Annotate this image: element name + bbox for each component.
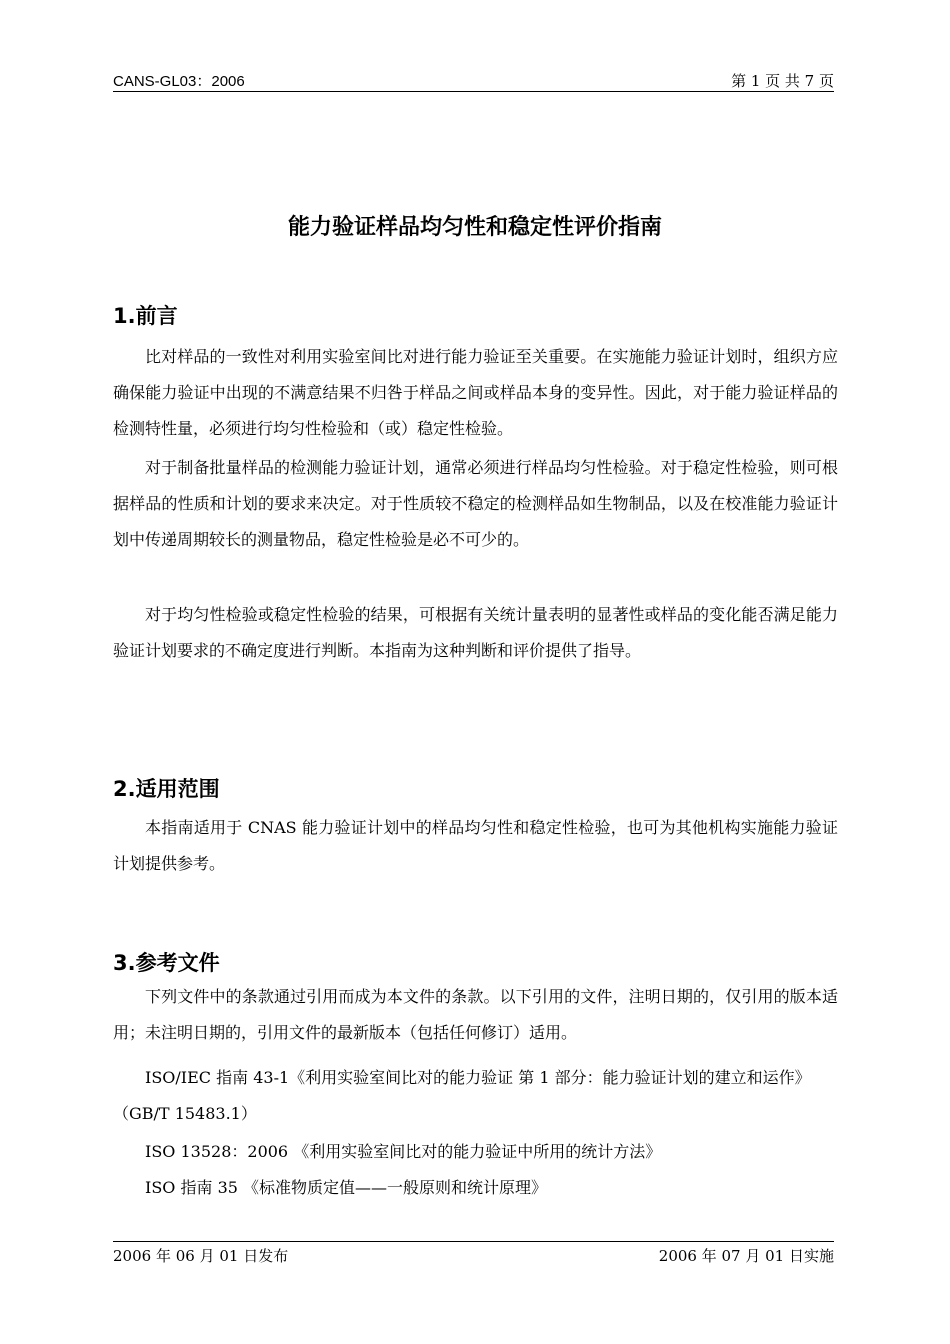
effective-date: 2006 年 07 月 01 日实施 <box>658 1247 834 1265</box>
footer-rule <box>113 1241 834 1242</box>
preface-paragraph-1: 比对样品的一致性对利用实验室间比对进行能力验证至关重要。在实施能力验证计划时，组织方应确保能力验证中出现的不满意结果不归咎于样品之间或样品本身的变异性。因此，对于能力验证样品的检测特性量，必须进行均匀性检验和（或）稳定性检验。 <box>113 347 838 438</box>
reference-item: ISO 13528：2006 《利用实验室间比对的能力验证中所用的统计方法》 <box>145 1142 662 1161</box>
section-heading-scope: 2.适用范围 <box>113 777 220 801</box>
section-heading-preface: 1.前言 <box>113 304 178 328</box>
document-code: CANS-GL03：2006 <box>113 73 245 90</box>
page-number: 第 1 页 共 7 页 <box>731 72 834 90</box>
header-rule <box>113 91 834 92</box>
reference-item: ISO 指南 35 《标准物质定值——一般原则和统计原理》 <box>145 1178 548 1197</box>
preface-paragraph-2: 对于制备批量样品的检测能力验证计划，通常必须进行样品均匀性检验。对于稳定性检验，则可根据样品的性质和计划的要求来决定。对于性质较不稳定的检测样品如生物制品，以及在校准能力验证计划中传递周期较长的测量物品，稳定性检验是必不可少的。 <box>113 458 838 549</box>
document-title: 能力验证样品均匀性和稳定性评价指南 <box>287 215 662 240</box>
issue-date: 2006 年 06 月 01 日发布 <box>113 1247 289 1265</box>
scope-paragraph: 本指南适用于 CNAS 能力验证计划中的样品均匀性和稳定性检验，也可为其他机构实施能力验证计划提供参考。 <box>113 818 838 873</box>
reference-item: ISO/IEC 指南 43-1《利用实验室间比对的能力验证 第 1 部分：能力验证计划的建立和运作》（GB/T 15483.1） <box>113 1068 811 1123</box>
section-heading-references: 3.参考文件 <box>113 951 220 975</box>
page-header <box>113 62 834 92</box>
preface-paragraph-3: 对于均匀性检验或稳定性检验的结果，可根据有关统计量表明的显著性或样品的变化能否满足能力验证计划要求的不确定度进行判断。本指南为这种判断和评价提供了指导。 <box>113 605 838 660</box>
references-intro-paragraph: 下列文件中的条款通过引用而成为本文件的条款。以下引用的文件，注明日期的，仅引用的版本适用；未注明日期的，引用文件的最新版本（包括任何修订）适用。 <box>113 987 838 1042</box>
